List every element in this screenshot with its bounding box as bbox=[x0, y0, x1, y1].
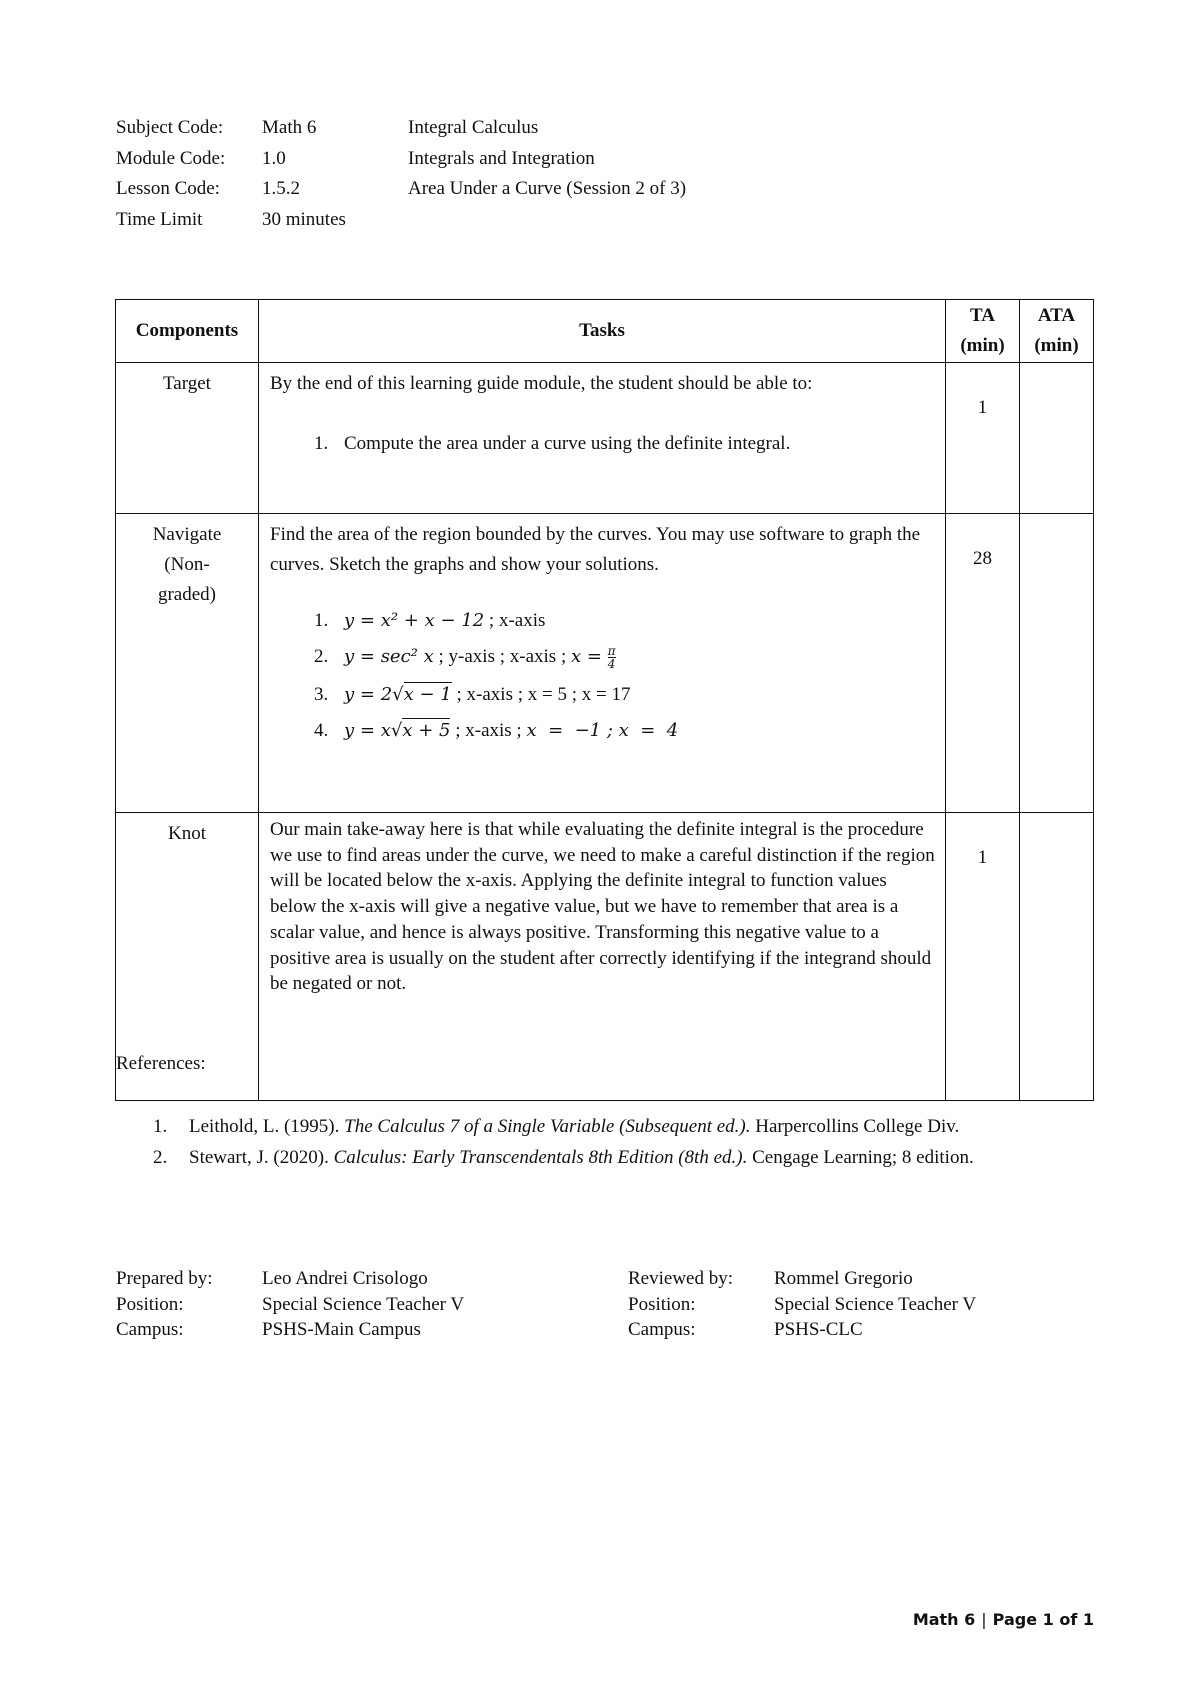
navigate-row bbox=[116, 514, 1094, 813]
info-code: 1.5.2 bbox=[262, 178, 300, 199]
reference-publisher: Harpercollins College Div. bbox=[750, 1116, 960, 1137]
reference-author: Leithold, L. (1995). bbox=[189, 1116, 345, 1137]
equation-prefix: y = 2√ bbox=[344, 684, 404, 705]
footer-subject: Math 6 bbox=[912, 1610, 976, 1629]
sign-value: PSHS-Main Campus bbox=[262, 1319, 421, 1340]
table-header-row bbox=[116, 300, 1094, 363]
sign-value: Leo Andrei Crisologo bbox=[262, 1268, 428, 1289]
info-title: Integrals and Integration bbox=[408, 147, 595, 169]
navigate-ata bbox=[1020, 514, 1094, 813]
sign-label: Position: bbox=[628, 1293, 696, 1315]
knot-text: Our main take-away here is that while evaluating the definite integral is the procedure we use to find areas under the curve, we need to make a careful distinction if the region will be located below the x-axis. Applying the definite integral to function values below the x-axis will give a negative value, but we have to remember that area is a scalar value, and hence is always positive. Transforming this negative value to a positive area is usually on the student after correctly identifying if the integrand should be negated or not. bbox=[259, 813, 946, 1101]
reviewed-position-row bbox=[628, 1292, 976, 1318]
time-limit-row bbox=[116, 208, 686, 239]
target-row bbox=[116, 363, 1094, 514]
module-code-row bbox=[116, 147, 686, 178]
target-intro: By the end of this learning guide module, the student should be able to: bbox=[270, 373, 813, 394]
fraction-numerator: π bbox=[607, 644, 616, 659]
list-item bbox=[270, 606, 935, 642]
list-item-number: 2. bbox=[153, 1146, 168, 1168]
navigate-ta: 28 bbox=[946, 514, 1020, 813]
navigate-intro: Find the area of the region bounded by the curves. You may use software to graph the curves. Sketch the graphs and show your solutions. bbox=[270, 524, 921, 575]
info-label: Time Limit bbox=[116, 208, 203, 230]
reference-work: The Calculus 7 of a Single Variable (Subsequent ed.). bbox=[344, 1116, 751, 1137]
list-item-number: 1. bbox=[314, 433, 329, 454]
list-item-number: 1. bbox=[314, 610, 329, 631]
info-code: Math 6 bbox=[262, 117, 317, 138]
info-code: 30 minutes bbox=[262, 208, 346, 230]
prepared-position-row bbox=[116, 1292, 464, 1318]
fraction-denominator: 4 bbox=[607, 657, 616, 672]
reviewed-by-block bbox=[628, 1266, 976, 1343]
sign-value: PSHS-CLC bbox=[774, 1319, 863, 1340]
references-title: References: bbox=[116, 1053, 206, 1074]
lesson-info bbox=[116, 116, 686, 238]
sign-label: Campus: bbox=[628, 1319, 696, 1340]
info-title: Integral Calculus bbox=[408, 117, 539, 138]
target-component: Target bbox=[116, 363, 259, 514]
prepared-by-row bbox=[116, 1266, 464, 1292]
list-item-number: 1. bbox=[153, 1116, 168, 1137]
target-ata bbox=[1020, 363, 1094, 514]
lesson-code-row bbox=[116, 177, 686, 208]
sign-value: Special Science Teacher V bbox=[262, 1293, 465, 1315]
ata-header-line1: ATA bbox=[1037, 305, 1076, 326]
tasks-header: Tasks bbox=[259, 300, 946, 363]
knot-component: Knot bbox=[116, 813, 259, 1101]
ta-header-line2: (min) bbox=[960, 335, 1005, 356]
info-label: Module Code: bbox=[116, 147, 226, 169]
target-ta: 1 bbox=[946, 363, 1020, 514]
list-item-number: 2. bbox=[314, 646, 329, 667]
info-label: Subject Code: bbox=[116, 117, 224, 138]
objectives-list bbox=[270, 429, 935, 459]
page-footer bbox=[913, 1610, 1094, 1629]
reviewed-by-row bbox=[628, 1266, 976, 1292]
prepared-campus-row bbox=[116, 1317, 464, 1343]
knot-ta: 1 bbox=[946, 813, 1020, 1101]
list-item-number: 3. bbox=[314, 684, 329, 705]
equation-conditions: ; x-axis ; x = 5 ; x = 17 bbox=[451, 684, 631, 705]
info-code: 1.0 bbox=[262, 147, 286, 169]
fraction bbox=[608, 645, 616, 670]
prepared-by-block bbox=[116, 1266, 464, 1343]
target-tasks bbox=[259, 363, 946, 514]
list-item bbox=[270, 429, 935, 459]
knot-row bbox=[116, 813, 1094, 1101]
navigate-tasks bbox=[259, 514, 946, 813]
objective-text: Compute the area under a curve using the definite integral. bbox=[344, 433, 791, 454]
equation-prefix: y = x√ bbox=[344, 720, 403, 741]
reference-author: Stewart, J. (2020). bbox=[189, 1146, 334, 1168]
list-item bbox=[270, 642, 935, 680]
equation-conditions: ; x-axis ; bbox=[450, 720, 527, 741]
info-label: Lesson Code: bbox=[116, 178, 220, 199]
footer-separator: | bbox=[981, 1610, 987, 1629]
equation: y = x² + x − 12 bbox=[344, 610, 485, 631]
subject-code-row bbox=[116, 116, 686, 147]
sign-label: Prepared by: bbox=[116, 1268, 213, 1289]
knot-ata bbox=[1020, 813, 1094, 1101]
ata-header bbox=[1020, 300, 1094, 363]
radicand: x + 5 bbox=[402, 720, 451, 741]
equation: y = sec² x bbox=[344, 646, 434, 667]
info-title: Area Under a Curve (Session 2 of 3) bbox=[408, 178, 687, 199]
references-list bbox=[116, 1112, 1076, 1173]
problems-list bbox=[270, 606, 935, 752]
ata-header-line2: (min) bbox=[1034, 335, 1079, 356]
navigate-label-line2: (Non- bbox=[164, 554, 210, 575]
ta-header bbox=[946, 300, 1020, 363]
list-item-number: 4. bbox=[314, 720, 329, 741]
sign-label: Position: bbox=[116, 1293, 184, 1315]
list-item bbox=[270, 716, 935, 752]
ta-header-line1: TA bbox=[970, 305, 995, 326]
navigate-component bbox=[116, 514, 259, 813]
list-item bbox=[116, 1143, 1076, 1174]
sign-value: Rommel Gregorio bbox=[774, 1268, 913, 1289]
navigate-label-line1: Navigate bbox=[152, 524, 222, 545]
list-item bbox=[270, 680, 935, 716]
navigate-label-line3: graded) bbox=[157, 584, 217, 605]
equation-conditions: ; y-axis ; x-axis ; bbox=[433, 646, 571, 667]
info-title bbox=[408, 208, 686, 239]
sign-label: Campus: bbox=[116, 1319, 184, 1340]
sign-value: Special Science Teacher V bbox=[774, 1293, 977, 1315]
list-item bbox=[116, 1112, 1076, 1143]
bounds: x = −1 ; x = 4 bbox=[526, 720, 679, 741]
lesson-table bbox=[115, 299, 1094, 1101]
bound-lhs: x = bbox=[570, 646, 608, 667]
reference-work: Calculus: Early Transcendentals 8th Edition (8th ed.). bbox=[333, 1146, 748, 1168]
sign-label: Reviewed by: bbox=[628, 1268, 734, 1289]
radicand: x − 1 bbox=[403, 684, 452, 705]
page-number: Page 1 of 1 bbox=[992, 1610, 1094, 1629]
reference-publisher: Cengage Learning; 8 edition. bbox=[747, 1146, 974, 1168]
reviewed-campus-row bbox=[628, 1317, 976, 1343]
equation-conditions: ; x-axis bbox=[484, 610, 546, 631]
components-header: Components bbox=[116, 300, 259, 363]
